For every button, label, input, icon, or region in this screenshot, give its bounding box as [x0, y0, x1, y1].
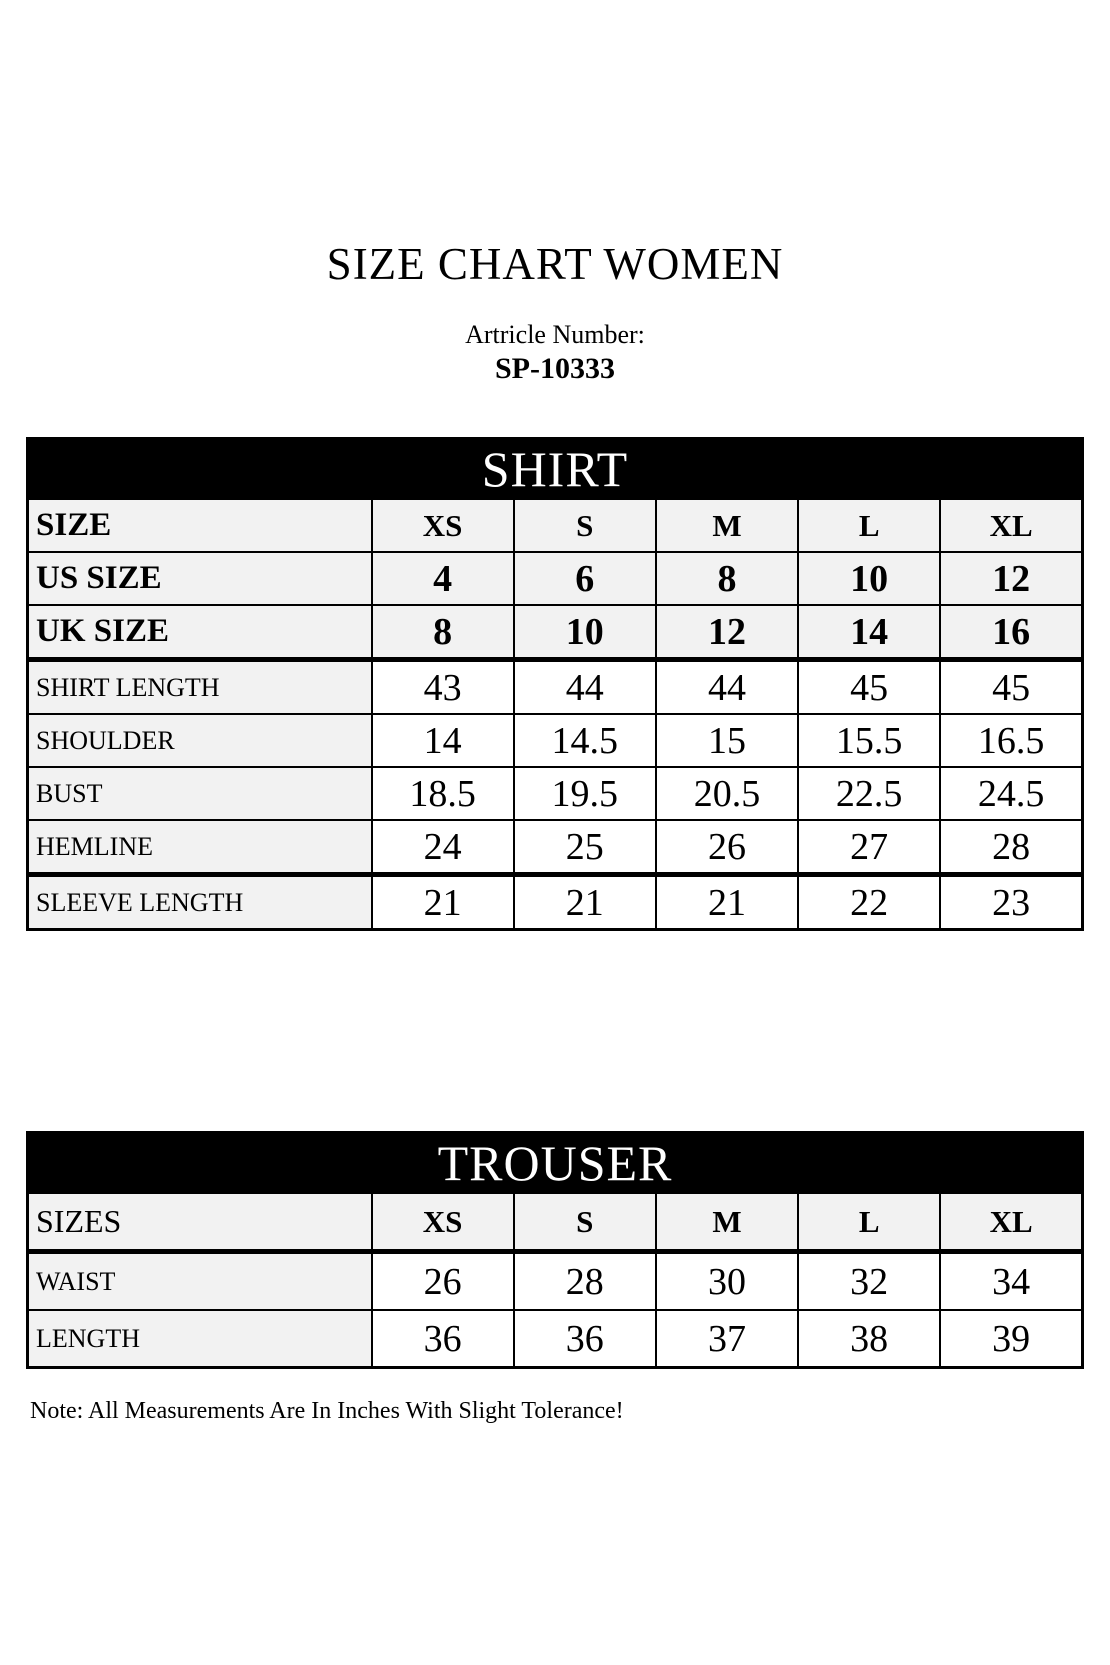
value-cell: 32	[798, 1252, 940, 1311]
article-number-value: SP-10333	[495, 352, 615, 385]
article-number-label: Artricle Number:	[465, 320, 645, 349]
value-cell: 8	[656, 552, 798, 605]
value-cell: L	[798, 1193, 940, 1252]
value-cell: 21	[514, 875, 656, 930]
value-cell: S	[514, 1193, 656, 1252]
value-cell: 36	[514, 1310, 656, 1368]
value-cell: 22	[798, 875, 940, 930]
table-row	[28, 605, 1083, 660]
value-cell: 45	[940, 660, 1082, 715]
table-row	[28, 552, 1083, 605]
value-cell: 39	[940, 1310, 1082, 1368]
page-title: SIZE CHART WOMEN	[326, 239, 784, 289]
value-cell: 37	[656, 1310, 798, 1368]
value-cell: 14.5	[514, 714, 656, 767]
value-cell: 16.5	[940, 714, 1082, 767]
value-cell: M	[656, 1193, 798, 1252]
value-cell: XS	[372, 499, 514, 552]
value-cell: 22.5	[798, 767, 940, 820]
trouser-size-table	[26, 1131, 1084, 1369]
value-cell: 34	[940, 1252, 1082, 1311]
value-cell: XL	[940, 499, 1082, 552]
row-label-cell: SLEEVE LENGTH	[28, 875, 372, 930]
table-row	[28, 875, 1083, 930]
value-cell: 28	[940, 820, 1082, 875]
table-row	[28, 820, 1083, 875]
value-cell: 16	[940, 605, 1082, 660]
value-cell: 24	[372, 820, 514, 875]
value-cell: 25	[514, 820, 656, 875]
value-cell: XS	[372, 1193, 514, 1252]
value-cell: 26	[372, 1252, 514, 1311]
value-cell: 20.5	[656, 767, 798, 820]
value-cell: 6	[514, 552, 656, 605]
value-cell: 23	[940, 875, 1082, 930]
value-cell: 44	[514, 660, 656, 715]
row-label-cell: SHOULDER	[28, 714, 372, 767]
row-label-cell: WAIST	[28, 1252, 372, 1311]
table-row	[28, 660, 1083, 715]
shirt-table-title-row	[28, 439, 1083, 500]
value-cell: 14	[798, 605, 940, 660]
table-row	[28, 1310, 1083, 1368]
value-cell: 4	[372, 552, 514, 605]
value-cell: 24.5	[940, 767, 1082, 820]
row-label-cell: LENGTH	[28, 1310, 372, 1368]
value-cell: 36	[372, 1310, 514, 1368]
value-cell: 15.5	[798, 714, 940, 767]
row-label-cell: SIZES	[28, 1193, 372, 1252]
value-cell: 28	[514, 1252, 656, 1311]
value-cell: 10	[514, 605, 656, 660]
value-cell: 30	[656, 1252, 798, 1311]
table-row	[28, 1252, 1083, 1311]
table-row	[28, 499, 1083, 552]
table-row	[28, 1193, 1083, 1252]
shirt-size-table	[26, 437, 1084, 931]
table-row	[28, 714, 1083, 767]
value-cell: 43	[372, 660, 514, 715]
value-cell: M	[656, 499, 798, 552]
value-cell: 12	[656, 605, 798, 660]
value-cell: L	[798, 499, 940, 552]
shirt-table-title: SHIRT	[28, 439, 1083, 500]
measurement-note: Note: All Measurements Are In Inches With Slight Tolerance!	[30, 1398, 624, 1424]
row-label-cell: UK SIZE	[28, 605, 372, 660]
row-label-cell: US SIZE	[28, 552, 372, 605]
value-cell: 8	[372, 605, 514, 660]
value-cell: 21	[372, 875, 514, 930]
value-cell: 15	[656, 714, 798, 767]
table-row	[28, 767, 1083, 820]
value-cell: 12	[940, 552, 1082, 605]
trouser-table-title-row	[28, 1133, 1083, 1194]
value-cell: 27	[798, 820, 940, 875]
value-cell: 19.5	[514, 767, 656, 820]
row-label-cell: SIZE	[28, 499, 372, 552]
value-cell: 10	[798, 552, 940, 605]
value-cell: 14	[372, 714, 514, 767]
trouser-size-table-section	[26, 1131, 1084, 1369]
trouser-table-title: TROUSER	[28, 1133, 1083, 1194]
value-cell: 18.5	[372, 767, 514, 820]
value-cell: XL	[940, 1193, 1082, 1252]
shirt-size-table-section	[26, 437, 1084, 931]
row-label-cell: HEMLINE	[28, 820, 372, 875]
row-label-cell: BUST	[28, 767, 372, 820]
value-cell: 21	[656, 875, 798, 930]
row-label-cell: SHIRT LENGTH	[28, 660, 372, 715]
value-cell: 26	[656, 820, 798, 875]
value-cell: 38	[798, 1310, 940, 1368]
value-cell: 45	[798, 660, 940, 715]
value-cell: S	[514, 499, 656, 552]
value-cell: 44	[656, 660, 798, 715]
